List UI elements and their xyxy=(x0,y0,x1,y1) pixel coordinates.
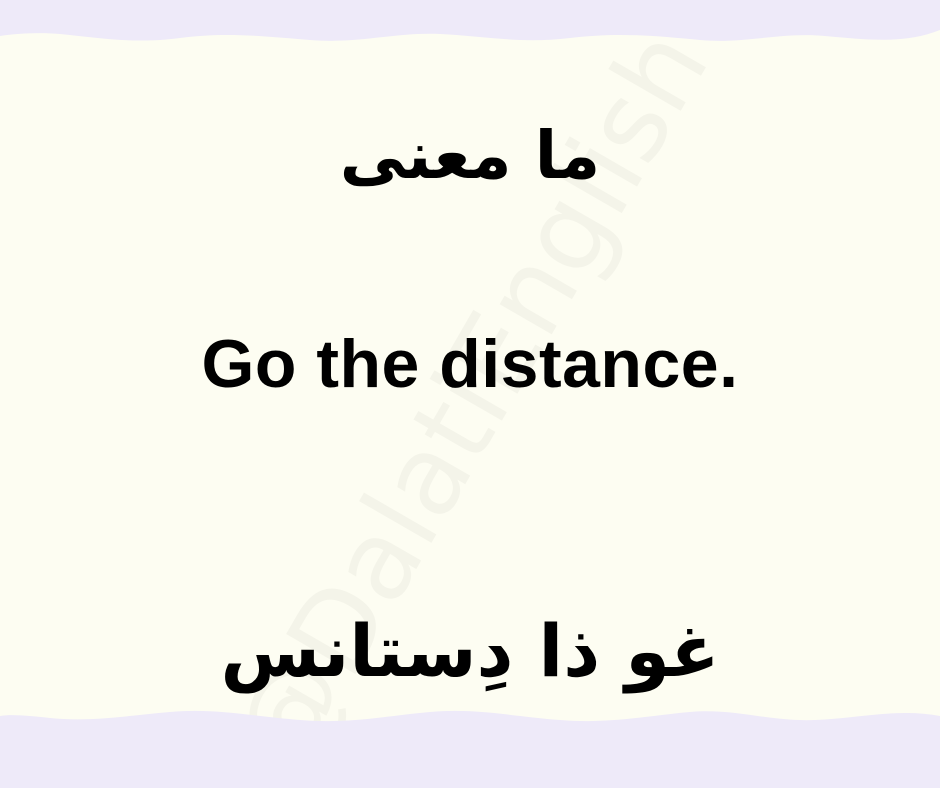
top-wave-border xyxy=(0,0,940,50)
arabic-heading: ما معنى xyxy=(339,117,601,194)
arabic-transliteration: غو ذا دِستانس xyxy=(220,609,720,693)
bottom-wave-border xyxy=(0,708,940,788)
english-phrase: Go the distance. xyxy=(201,326,739,402)
